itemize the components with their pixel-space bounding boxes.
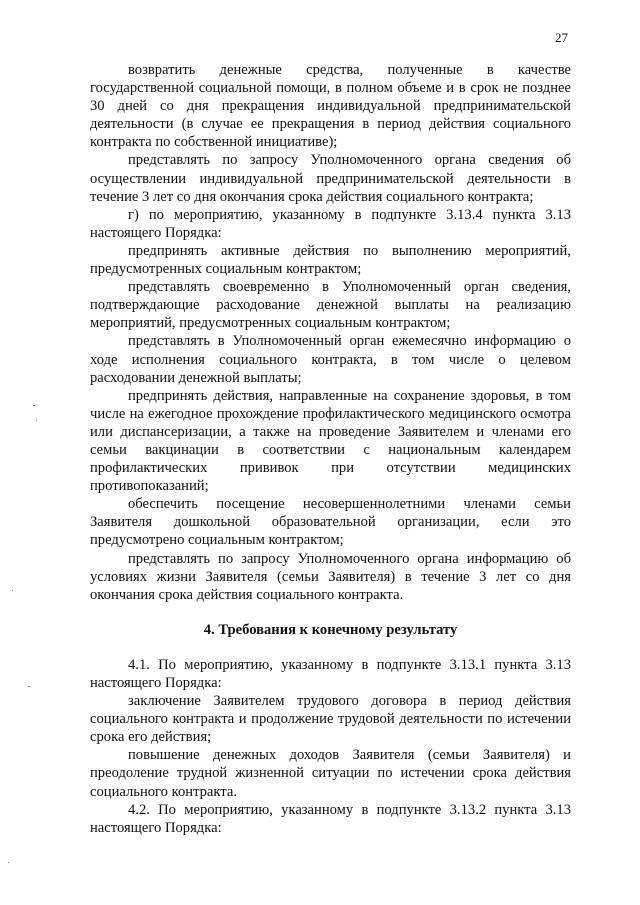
paragraph: представлять своевременно в Уполномоченный орган сведения, подтверждающие расходование денежной выплаты на реализацию мероприятий, предусмотренных социальным контрактом; xyxy=(90,279,571,332)
scan-artifact xyxy=(12,590,13,591)
section-heading: 4. Требования к конечному результату xyxy=(203,621,458,638)
paragraph: предпринять активные действия по выполнению мероприятий, предусмотренных социальным контрактом; xyxy=(90,242,571,278)
scan-artifact xyxy=(36,420,37,421)
paragraph: предпринять действия, направленные на сохранение здоровья, в том числе на ежегодное прохождение профилактического медицинского осмотра или диспансеризации, а также на проведение Заявителем и членами его семьи вакцинации в соответствии с национальным календарем профилактических прививок при отсутствии медицинских противопоказаний; xyxy=(90,387,571,495)
scan-artifact xyxy=(8,862,9,863)
paragraph: г) по мероприятию, указанному в подпункте 3.13.4 пункта 3.13 настоящего Порядка: xyxy=(90,206,571,241)
document-body xyxy=(90,61,571,837)
paragraph: обеспечить посещение несовершеннолетними членами семьи Заявителя дошкольной образовательной организации, если это предусмотрено социальным контрактом; xyxy=(90,496,571,549)
paragraph: представлять по запросу Уполномоченного органа информацию об условиях жизни Заявителя (семьи Заявителя) в течение 3 лет со дня окончания срока действия социального контракта. xyxy=(90,550,571,603)
page-number: 27 xyxy=(555,30,568,45)
paragraph: 4.2. По мероприятию, указанному в подпункте 3.13.2 пункта 3.13 настоящего Порядка: xyxy=(90,801,571,836)
scan-artifact xyxy=(28,686,30,687)
paragraph: возвратить денежные средства, полученные в качестве государственной социальной помощи, в полном объеме и в срок не позднее 30 дней со дня прекращения индивидуальной предпринимательской деятельности (в случае ее прекращения в период действия социального контракта по собственной инициативе); xyxy=(90,62,571,151)
scan-artifact xyxy=(33,405,35,406)
paragraph: представлять по запросу Уполномоченного органа сведения об осуществлении индивидуальной предпринимательской деятельности в течение 3 лет со дня окончания срока действия социального контракта; xyxy=(90,152,571,205)
paragraph: представлять в Уполномоченный орган ежемесячно информацию о ходе исполнения социального контракта, в том числе о целевом расходовании денежной выплаты; xyxy=(90,333,571,386)
paragraph: повышение денежных доходов Заявителя (семьи Заявителя) и преодоление трудной жизненной ситуации по истечении срока действия социального контракта. xyxy=(90,747,571,800)
paragraph: заключение Заявителем трудового договора в период действия социального контракта и продолжение трудовой деятельности по истечении срока его действия; xyxy=(90,693,571,746)
paragraph: 4.1. По мероприятию, указанному в подпункте 3.13.1 пункта 3.13 настоящего Порядка: xyxy=(90,656,571,691)
